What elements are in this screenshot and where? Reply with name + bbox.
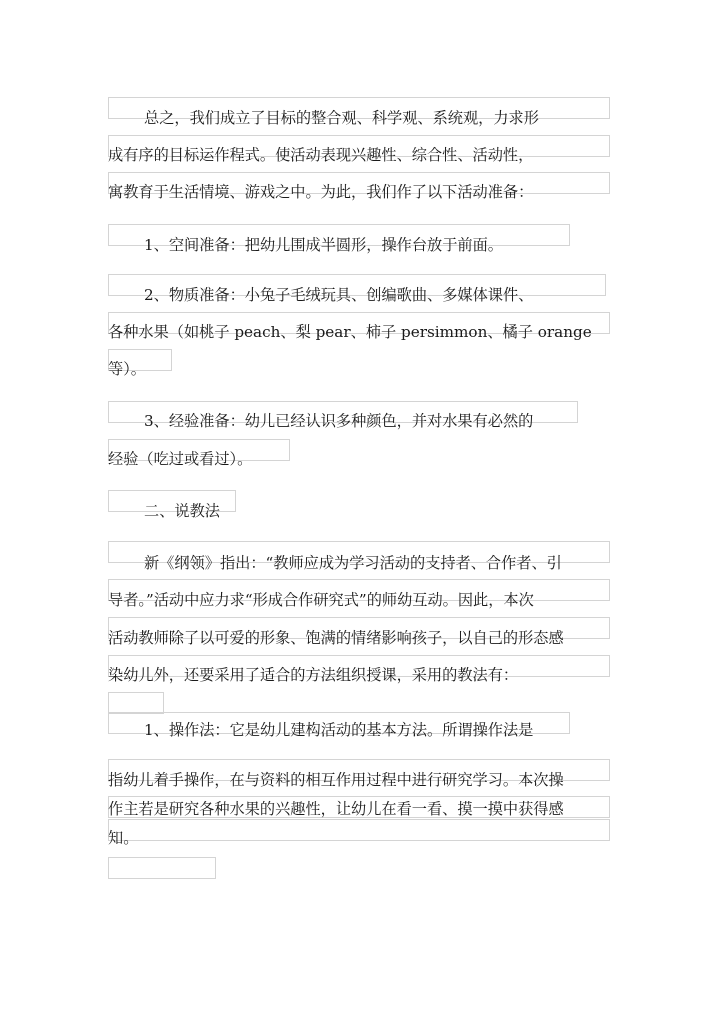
paragraph-line: 寓教育于生活情境、游戏之中。为此，我们作了以下活动准备：	[108, 183, 534, 201]
paragraph-line: 各种水果（如桃子 peach、梨 pear、柿子 persimmon、橘子 orange	[108, 323, 592, 341]
text-frame	[108, 692, 164, 714]
paragraph-line: 指幼儿着手操作，在与资料的相互作用过程中进行研究学习。本次操	[108, 771, 564, 789]
list-item-space-prep: 1、空间准备：把幼儿围成半圆形，操作台放于前面。	[144, 236, 503, 254]
list-item-operation-method: 1、操作法：它是幼儿建构活动的基本方法。所谓操作法是	[144, 721, 534, 739]
paragraph-line: 总之，我们成立了目标的整合观、科学观、系统观，力求形	[144, 109, 539, 127]
list-item-material-prep: 2、物质准备：小兔子毛绒玩具、创编歌曲、多媒体课件、	[144, 286, 534, 304]
paragraph-line: 活动教师除了以可爱的形象、饱满的情绪影响孩子，以自己的形态感	[108, 629, 564, 647]
paragraph-line: 染幼儿外，还要采用了适合的方法组织授课，采用的教法有：	[108, 666, 519, 684]
text-frame	[108, 819, 610, 841]
paragraph-line: 作主若是研究各种水果的兴趣性，让幼儿在看一看、摸一摸中获得感	[108, 800, 564, 818]
text-frame	[108, 857, 216, 879]
paragraph-line: 经验（吃过或看过）。	[108, 450, 253, 468]
paragraph-line: 知。	[108, 829, 139, 847]
paragraph-line: 成有序的目标运作程式。使活动表现兴趣性、综合性、活动性，	[108, 146, 534, 164]
paragraph-line: 等）。	[108, 360, 146, 378]
paragraph-line: 新《纲领》指出：“教师应成为学习活动的支持者、合作者、引	[144, 554, 562, 572]
list-item-experience-prep: 3、经验准备：幼儿已经认识多种颜色，并对水果有必然的	[144, 412, 534, 430]
section-heading: 二、说教法	[144, 502, 220, 520]
paragraph-line: 导者。”活动中应力求“形成合作研究式”的师幼互动。因此，本次	[108, 591, 534, 609]
